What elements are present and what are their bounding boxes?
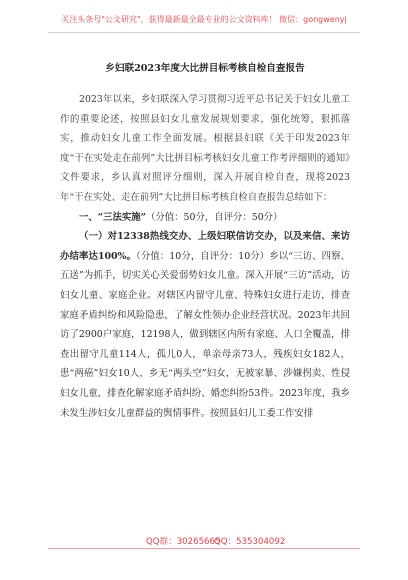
footer-qq-number: QQ：535304092 <box>214 537 286 547</box>
header-banner: 关注头条号"公文研究"，获得最新最全最专业的公文资料库！ 微信：gongwenyj <box>61 15 347 24</box>
section-1-1-body: 乡以“三访、四察、五送”为抓手，切实关心关爱弱势妇女儿童。深入开展“三访”活动，访妇女儿童、家庭企业。对辖区内留守儿童、特殊妇女进行走访，排查家庭矛盾纠纷和风险隐患，了解女性领办企业经营状况。2023年共回访了2900户家庭，12198人，做到辖区内所有家庭、人口全覆盖，排查出留守儿童114人，孤儿0人，单亲母亲73人，残疾妇女182人，患“两癌”妇女10人，乡无“两头空”妇女，无被家暴、涉嫌拐卖、性侵妇女儿童，排查化解家庭矛盾纠纷、婚恋纠纷53件。2023年度，我乡未发生涉妇女儿童群益的舆情事件。按照县妇儿工委工作安排 <box>60 250 351 419</box>
footer-divider <box>48 548 360 549</box>
section-1-1-score: （分值：10分，自评分：10分） <box>136 250 270 262</box>
section-1-score: （分值：50分，自评分：50分） <box>146 211 283 223</box>
document-body <box>60 62 350 423</box>
section-1-1-heading: （一）对12338热线交办、上级妇联信访交办，以及来信、来访办结率达100%。 <box>60 231 350 262</box>
section-1-title: 一、“三法实施” <box>79 211 147 223</box>
header-divider <box>48 32 360 33</box>
footer-qq-group: QQ群：30265665 <box>146 537 221 547</box>
document-title: 乡妇联2023年度大比拼目标考核自检自查报告 <box>105 63 305 74</box>
section-1-heading <box>60 208 350 228</box>
intro-paragraph: 2023年以来，乡妇联深入学习贯彻习近平总书记关于妇女儿童工作的重要论述，按照县妇女儿童发展规划要求，强化统筹，狠抓落实，推动妇女儿童工作全面发展。根据县妇联《关于印发2023年度“干在实处走在前列”大比拼目标考核妇女儿童工作考评细则的通知》文件要求，乡认真对照评分细则，深入开展自检自查，现将2023年“干在实处、走在前列”大比拼目标考核自检自查报告总结如下： <box>60 94 350 203</box>
section-1-1-paragraph <box>60 227 350 423</box>
